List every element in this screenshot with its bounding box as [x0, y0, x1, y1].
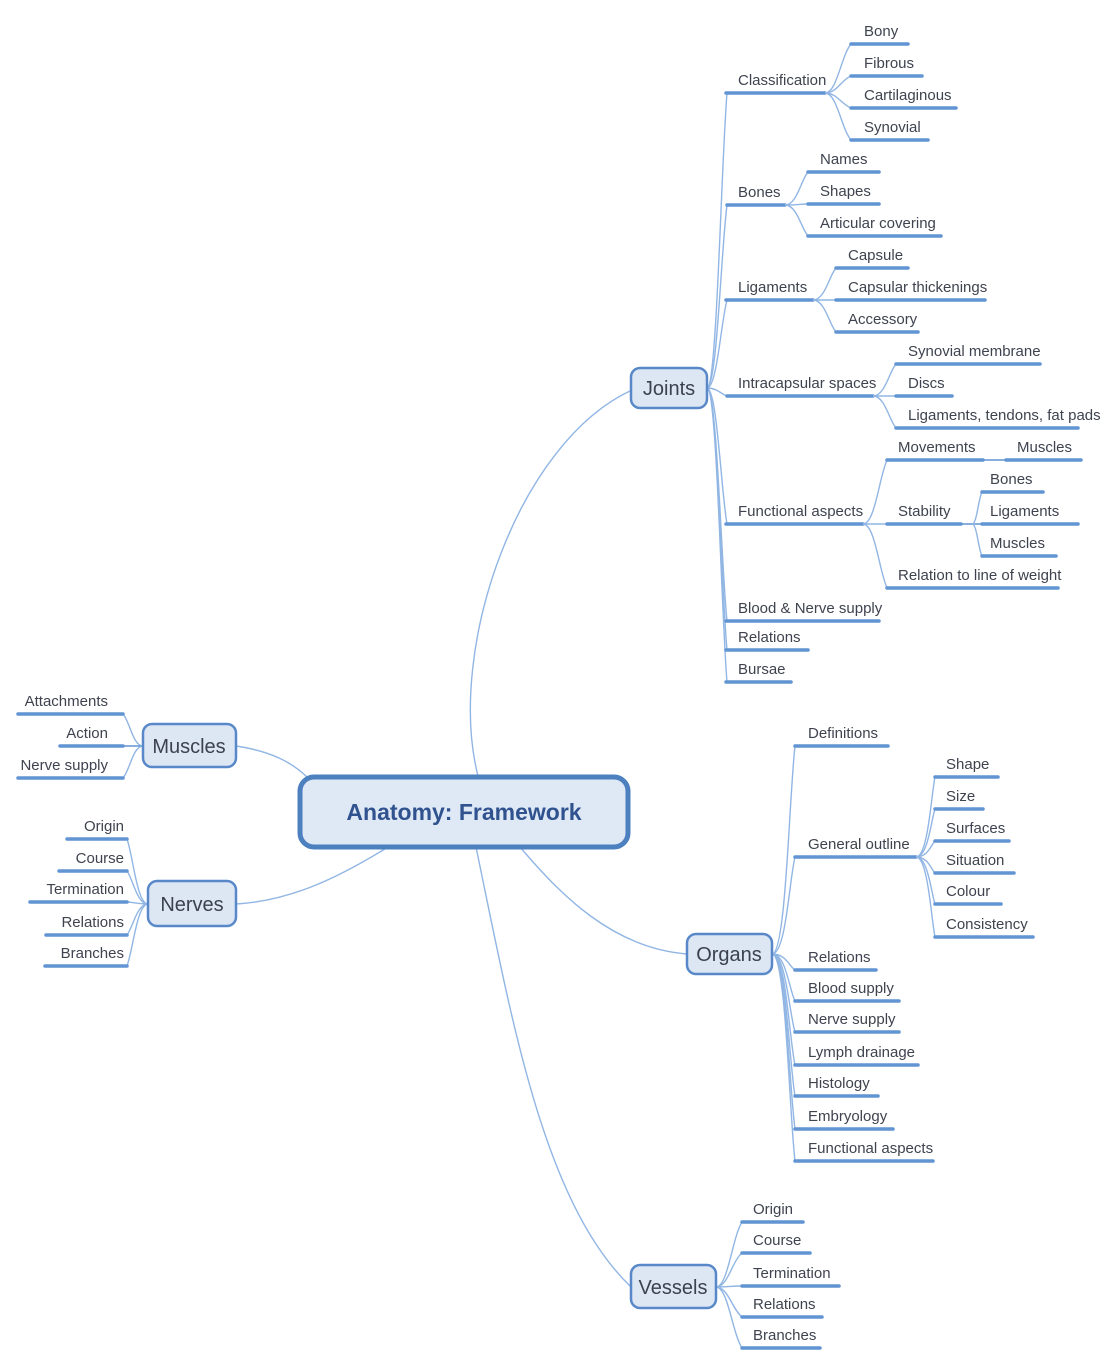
connector-stability-muscles [972, 524, 982, 556]
topic-functional-aspects[interactable]: Functional aspects [738, 503, 864, 520]
topic-embryology[interactable]: Embryology [808, 1108, 888, 1125]
topic-nerves-origin[interactable]: Origin [83, 818, 124, 835]
connector-center-vessels [476, 847, 631, 1287]
connector-joints-ligaments [707, 300, 727, 388]
topic-synovial[interactable]: Synovial [864, 119, 921, 136]
topic-organs-functional-aspects[interactable]: Functional aspects [808, 1140, 934, 1157]
topic-attachments[interactable]: Attachments [24, 693, 108, 710]
topic-blood-nerve-supply[interactable]: Blood & Nerve supply [738, 600, 883, 617]
topic-relation-to-line-of-weight[interactable]: Relation to line of weight [898, 567, 1062, 584]
connector-center-joints [470, 390, 632, 776]
topic-histology[interactable]: Histology [808, 1075, 870, 1092]
topic-definitions[interactable]: Definitions [808, 725, 879, 742]
topic-vessels-termination[interactable]: Termination [753, 1265, 831, 1282]
topic-nerves-relations[interactable]: Relations [61, 914, 124, 931]
topic-general-outline[interactable]: General outline [808, 836, 910, 853]
topic-size[interactable]: Size [946, 788, 976, 805]
connector-stability-bones [972, 492, 982, 524]
topic-vessels-relations[interactable]: Relations [753, 1296, 816, 1313]
topic-action[interactable]: Action [66, 725, 108, 742]
topic-consistency[interactable]: Consistency [946, 916, 1028, 933]
connector-vessels-relations [716, 1287, 742, 1317]
topic-bony[interactable]: Bony [864, 23, 899, 40]
connector-center-muscles [236, 746, 308, 778]
topic-muscles-nerve-supply[interactable]: Nerve supply [20, 757, 108, 774]
topic-stability[interactable]: Stability [898, 503, 951, 520]
central-title[interactable]: Anatomy: Framework [346, 799, 582, 825]
topic-articular-covering[interactable]: Articular covering [820, 215, 936, 232]
node-nerves-label[interactable]: Nerves [160, 894, 224, 916]
topic-situation[interactable]: Situation [946, 852, 1005, 869]
connector-intracapsular-ligaments-tendons [873, 396, 896, 428]
connector-general-surfaces [916, 841, 935, 857]
node-joints-label[interactable]: Joints [642, 378, 696, 400]
topic-vessels-branches[interactable]: Branches [753, 1327, 817, 1344]
connector-classification-synovial [825, 93, 851, 140]
connector-organs-definitions [772, 746, 795, 954]
connector-intracapsular-synovial-membrane [873, 364, 896, 396]
connector-general-colour [916, 857, 935, 904]
topic-stability-muscles[interactable]: Muscles [990, 535, 1046, 552]
connector-vessels-course [716, 1253, 742, 1287]
topic-intracapsular-spaces[interactable]: Intracapsular spaces [738, 375, 877, 392]
topic-joints-relations[interactable]: Relations [738, 629, 801, 646]
connector-center-nerves [236, 847, 388, 904]
topic-organs-relations[interactable]: Relations [808, 949, 871, 966]
connector-ligaments-accessory [813, 300, 836, 332]
topic-capsule[interactable]: Capsule [848, 247, 904, 264]
connector-vessels-origin [716, 1222, 742, 1287]
topic-classification[interactable]: Classification [738, 72, 827, 89]
topic-names[interactable]: Names [820, 151, 868, 168]
topic-nerves-branches[interactable]: Branches [60, 945, 124, 962]
connector-functional-relation [863, 524, 887, 588]
topic-synovial-membrane[interactable]: Synovial membrane [908, 343, 1041, 360]
topic-stability-ligaments[interactable]: Ligaments [990, 503, 1060, 520]
topic-vessels-origin[interactable]: Origin [753, 1201, 794, 1218]
topic-discs[interactable]: Discs [908, 375, 945, 392]
node-organs-label[interactable]: Organs [696, 944, 762, 966]
topic-bursae[interactable]: Bursae [738, 661, 786, 678]
connector-general-size [916, 809, 935, 857]
topic-lymph-drainage[interactable]: Lymph drainage [808, 1044, 916, 1061]
node-muscles-label[interactable]: Muscles [152, 736, 226, 758]
connector-muscles-nerve-supply [123, 746, 143, 778]
topic-stability-bones[interactable]: Bones [990, 471, 1033, 488]
topic-shapes[interactable]: Shapes [820, 183, 871, 200]
connector-vessels-branches [716, 1287, 742, 1348]
topic-surfaces[interactable]: Surfaces [946, 820, 1006, 837]
connector-functional-movements [863, 460, 887, 524]
topic-ligaments-tendons-fat-pads[interactable]: Ligaments, tendons, fat pads [908, 407, 1101, 424]
connector-center-organs [520, 847, 687, 954]
topic-nerves-course[interactable]: Course [75, 850, 124, 867]
connector-general-situation [916, 857, 935, 873]
topic-cartilaginous[interactable]: Cartilaginous [864, 87, 952, 104]
topic-movements[interactable]: Movements [898, 439, 976, 456]
topic-fibrous[interactable]: Fibrous [864, 55, 915, 72]
node-vessels-label[interactable]: Vessels [638, 1277, 708, 1299]
topic-bones[interactable]: Bones [738, 184, 781, 201]
topic-ligaments[interactable]: Ligaments [738, 279, 808, 296]
topic-organs-nerve-supply[interactable]: Nerve supply [808, 1011, 896, 1028]
connector-classification-cartilaginous [825, 93, 851, 108]
topic-vessels-course[interactable]: Course [753, 1232, 802, 1249]
topic-shape[interactable]: Shape [946, 756, 990, 773]
topic-colour[interactable]: Colour [946, 883, 991, 900]
topic-capsular-thickenings[interactable]: Capsular thickenings [848, 279, 988, 296]
connector-bones-names [785, 172, 808, 205]
connector-classification-fibrous [825, 76, 851, 93]
connector-organs-histology [772, 954, 795, 1096]
topic-accessory[interactable]: Accessory [848, 311, 918, 328]
topic-nerves-termination[interactable]: Termination [46, 881, 124, 898]
connector-ligaments-capsule [813, 268, 836, 300]
connector-bones-articular [785, 205, 808, 236]
topic-movements-muscles[interactable]: Muscles [1017, 439, 1073, 456]
connector-classification-bony [825, 44, 851, 93]
topic-blood-supply[interactable]: Blood supply [808, 980, 894, 997]
connector-muscles-attachments [123, 714, 143, 746]
